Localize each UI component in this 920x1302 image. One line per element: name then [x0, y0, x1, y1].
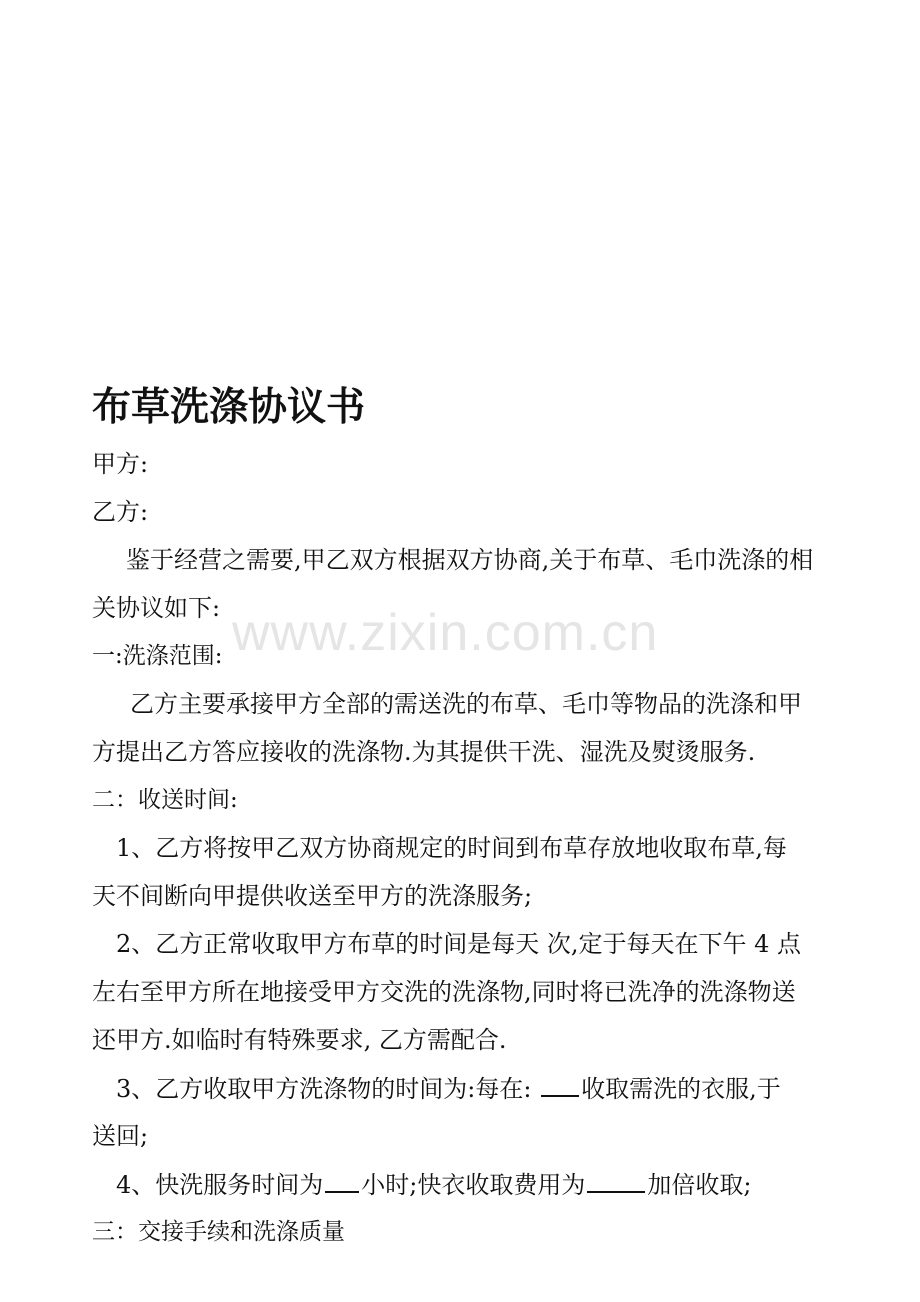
item-3-blank[interactable]	[541, 1073, 579, 1097]
item-3-text-b: 收取需洗的衣服,于	[581, 1075, 781, 1103]
item-4-text-b: 小时;快衣收取费用为	[361, 1171, 586, 1199]
item-4-text-a: 4、快洗服务时间为	[116, 1171, 324, 1199]
section-2-heading: 二：收送时间:	[92, 787, 238, 813]
section-1-heading: 一:洗涤范围:	[92, 643, 223, 669]
item-3-line-2: 送回;	[92, 1122, 149, 1150]
intro-line-1: 鉴于经营之需要,甲乙双方根据双方协商,关于布草、毛巾洗涤的相	[126, 546, 814, 574]
watermark-text: www.zixin.com.cn	[232, 604, 659, 662]
item-4-hours-blank[interactable]	[325, 1169, 359, 1193]
intro-line-2: 关协议如下:	[92, 594, 221, 622]
item-2-line-2: 左右至甲方所在地接受甲方交洗的洗涤物,同时将已洗净的洗涤物送	[92, 978, 796, 1006]
item-1-line-1: 1、乙方将按甲乙双方协商规定的时间到布草存放地收取布草,每	[116, 834, 787, 862]
party-b-label: 乙方:	[92, 498, 149, 526]
item-2-line-1: 2、乙方正常收取甲方布草的时间是每天 次,定于每天在下午 4 点	[116, 930, 802, 958]
item-1-line-2: 天不间断向甲提供收送至甲方的洗涤服务;	[92, 882, 533, 910]
item-4-text-c: 加倍收取;	[647, 1171, 752, 1199]
section-1-paragraph-line-2: 方提出乙方答应接收的洗涤物.为其提供干洗、湿洗及熨烫服务.	[92, 738, 756, 766]
party-a-label: 甲方:	[92, 450, 149, 478]
section-3-heading: 三：交接手续和洗涤质量	[92, 1219, 345, 1245]
item-4-fee-blank[interactable]	[587, 1169, 645, 1193]
item-3-line-1	[116, 1073, 781, 1104]
section-1-paragraph-line-1: 乙方主要承接甲方全部的需送洗的布草、毛巾等物品的洗涤和甲	[130, 690, 802, 718]
item-2-line-3: 还甲方.如临时有特殊要求, 乙方需配合.	[92, 1026, 507, 1054]
document-title: 布草洗涤协议书	[92, 385, 366, 430]
item-4-line	[116, 1169, 751, 1200]
item-3-text-a: 3、乙方收取甲方洗涤物的时间为:每在:	[116, 1075, 540, 1103]
